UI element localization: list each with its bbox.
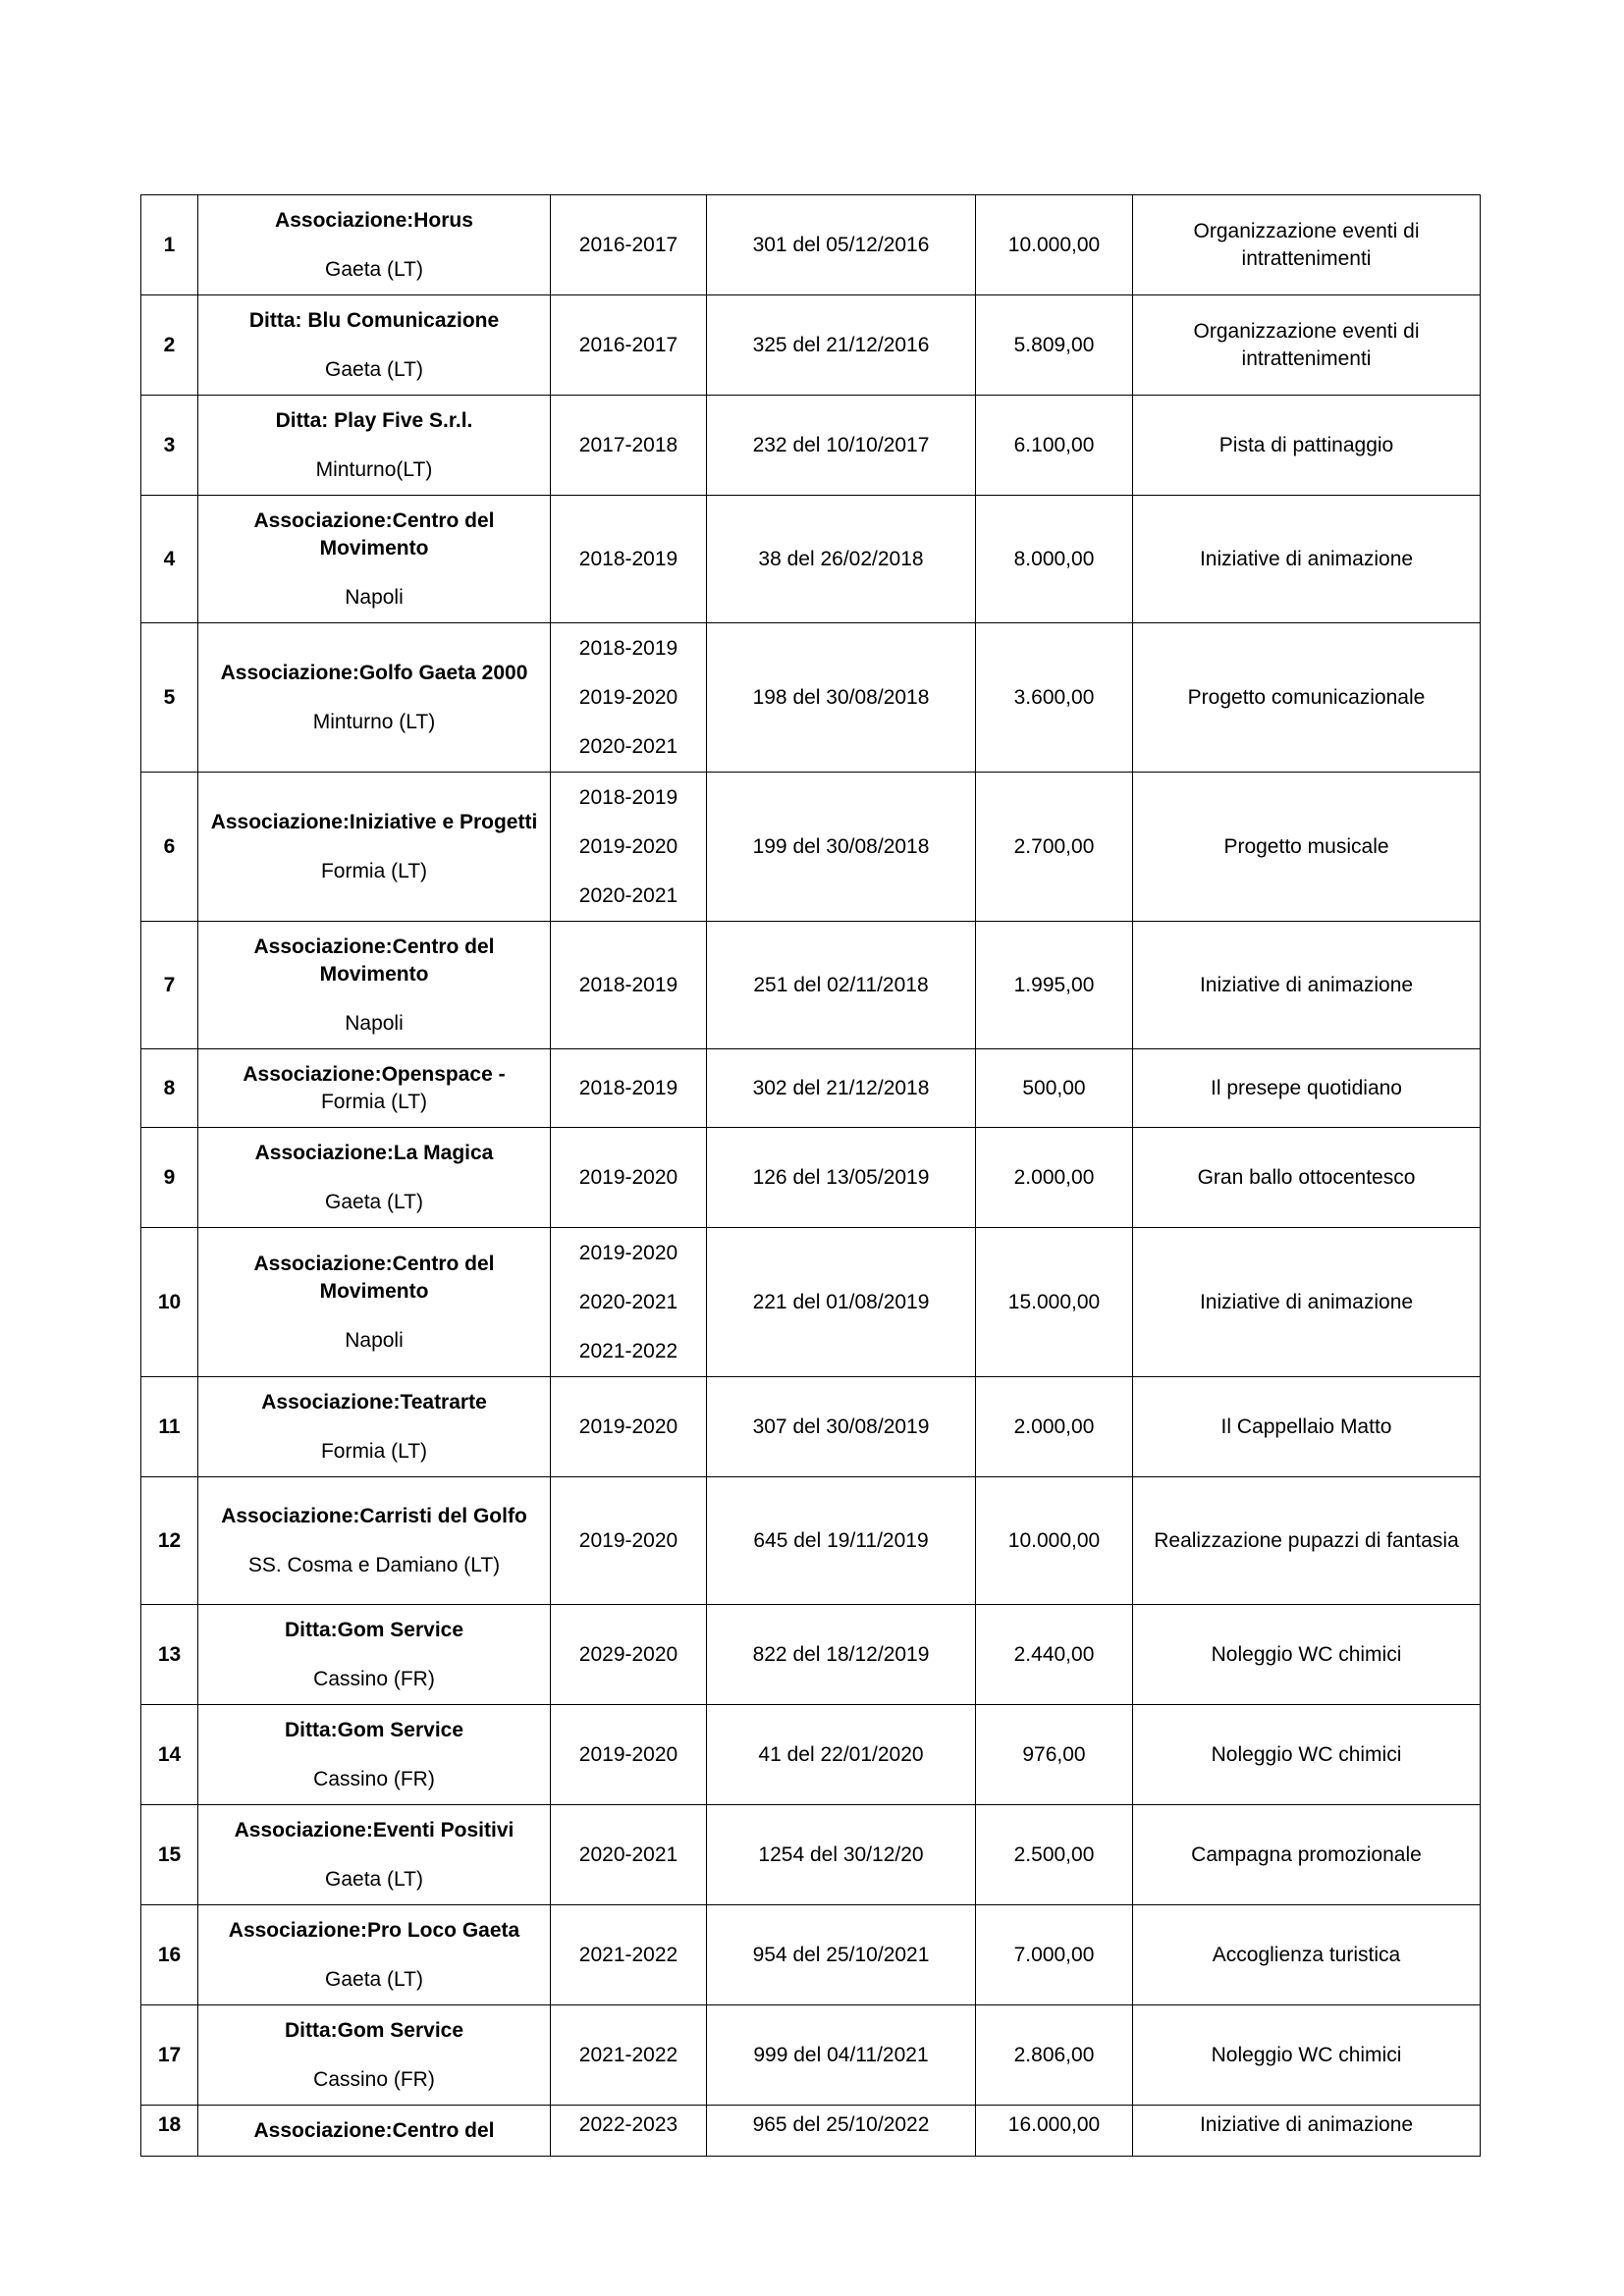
entity-location: Napoli xyxy=(345,1011,404,1035)
amount: 2.700,00 xyxy=(976,773,1133,922)
amount: 10.000,00 xyxy=(976,195,1133,295)
fiscal-year: 2021-2022 xyxy=(578,1339,678,1362)
entity-location: Gaeta (LT) xyxy=(325,257,423,281)
entity-cell xyxy=(198,195,551,295)
table-row xyxy=(141,1377,1481,1477)
description-cell xyxy=(1133,195,1481,295)
row-number: 7 xyxy=(141,922,198,1049)
fiscal-year: 2020-2021 xyxy=(578,1290,678,1313)
entity-cell xyxy=(198,1905,551,2005)
row-number: 5 xyxy=(141,623,198,773)
year-cell xyxy=(551,1228,707,1377)
amount: 16.000,00 xyxy=(976,2106,1133,2157)
fiscal-year: 2020-2021 xyxy=(578,1842,678,1866)
year-cell xyxy=(551,1805,707,1905)
entity-name: Associazione:Centro del xyxy=(253,2119,495,2142)
act-reference: 302 del 21/12/2018 xyxy=(707,1049,976,1128)
description-cell xyxy=(1133,2106,1481,2157)
entity-name: Associazione:Centro del Movimento xyxy=(253,934,495,986)
description-cell xyxy=(1133,1605,1481,1705)
fiscal-year: 2022-2023 xyxy=(578,2113,678,2136)
amount: 1.995,00 xyxy=(976,922,1133,1049)
fiscal-year: 2018-2019 xyxy=(578,1076,678,1099)
description-cell xyxy=(1133,2005,1481,2106)
table-row xyxy=(141,1705,1481,1805)
entity-cell xyxy=(198,773,551,922)
entity-location: Gaeta (LT) xyxy=(325,1190,423,1213)
fiscal-year: 2020-2021 xyxy=(578,734,678,758)
entity-cell xyxy=(198,922,551,1049)
amount: 500,00 xyxy=(976,1049,1133,1128)
entity-name: Associazione:Teatrarte xyxy=(261,1390,487,1414)
entity-location: Gaeta (LT) xyxy=(325,1867,423,1891)
row-number: 8 xyxy=(141,1049,198,1128)
year-cell xyxy=(551,1705,707,1805)
description-cell xyxy=(1133,396,1481,496)
row-number: 18 xyxy=(141,2106,198,2157)
amount: 5.809,00 xyxy=(976,295,1133,396)
year-cell xyxy=(551,195,707,295)
fiscal-year: 2020-2021 xyxy=(578,883,678,907)
description-cell xyxy=(1133,1905,1481,2005)
amount: 15.000,00 xyxy=(976,1228,1133,1377)
description-cell xyxy=(1133,1049,1481,1128)
fiscal-year: 2019-2020 xyxy=(578,1241,678,1264)
description: Iniziative di animazione xyxy=(1199,547,1414,570)
fiscal-year: 2021-2022 xyxy=(578,1943,678,1966)
year-cell xyxy=(551,396,707,496)
description: Il presepe quotidiano xyxy=(1211,1076,1402,1099)
act-reference: 232 del 10/10/2017 xyxy=(707,396,976,496)
entity-cell xyxy=(198,1805,551,1905)
entity-name: Associazione:Pro Loco Gaeta xyxy=(228,1918,520,1942)
table-row xyxy=(141,1128,1481,1228)
table-row xyxy=(141,623,1481,773)
entity-name: Associazione:Openspace - xyxy=(243,1062,506,1086)
description: Noleggio WC chimici xyxy=(1211,1742,1402,1766)
entity-location: Cassino (FR) xyxy=(313,2067,435,2091)
fiscal-year: 2017-2018 xyxy=(578,433,678,456)
table-row xyxy=(141,1477,1481,1605)
act-reference: 41 del 22/01/2020 xyxy=(707,1705,976,1805)
entity-cell xyxy=(198,1477,551,1605)
row-number: 3 xyxy=(141,396,198,496)
year-cell xyxy=(551,623,707,773)
entity-location: Gaeta (LT) xyxy=(325,1967,423,1991)
year-cell xyxy=(551,2005,707,2106)
table-row xyxy=(141,1228,1481,1377)
table-row xyxy=(141,2106,1481,2157)
table-row xyxy=(141,396,1481,496)
act-reference: 999 del 04/11/2021 xyxy=(707,2005,976,2106)
description: Gran ballo ottocentesco xyxy=(1197,1165,1416,1189)
table-row xyxy=(141,195,1481,295)
amount: 7.000,00 xyxy=(976,1905,1133,2005)
year-cell xyxy=(551,295,707,396)
year-cell xyxy=(551,496,707,623)
entity-name: Associazione:Carristi del Golfo xyxy=(221,1504,527,1527)
description-cell xyxy=(1133,1477,1481,1605)
fiscal-year: 2019-2020 xyxy=(578,1165,678,1189)
description: Accoglienza turistica xyxy=(1212,1943,1401,1966)
entity-name: Ditta:Gom Service xyxy=(284,1618,464,1641)
entity-location: Minturno (LT) xyxy=(312,710,436,733)
entity-cell xyxy=(198,1605,551,1705)
row-number: 14 xyxy=(141,1705,198,1805)
entity-cell xyxy=(198,496,551,623)
entity-location: Napoli xyxy=(345,1328,404,1352)
entity-location: Cassino (FR) xyxy=(313,1667,435,1690)
row-number: 13 xyxy=(141,1605,198,1705)
fiscal-year: 2029-2020 xyxy=(578,1642,678,1666)
entity-name: Ditta: Play Five S.r.l. xyxy=(275,408,473,432)
description: Iniziative di animazione xyxy=(1199,973,1414,996)
row-number: 2 xyxy=(141,295,198,396)
fiscal-year: 2019-2020 xyxy=(578,685,678,709)
fiscal-year: 2016-2017 xyxy=(578,333,678,356)
description-cell xyxy=(1133,496,1481,623)
description-cell xyxy=(1133,922,1481,1049)
year-cell xyxy=(551,1128,707,1228)
entity-location: SS. Cosma e Damiano (LT) xyxy=(247,1553,501,1576)
amount: 10.000,00 xyxy=(976,1477,1133,1605)
entity-location: Minturno(LT) xyxy=(315,457,433,481)
table-row xyxy=(141,773,1481,922)
amount: 2.000,00 xyxy=(976,1128,1133,1228)
entity-location: Napoli xyxy=(345,585,404,609)
row-number: 15 xyxy=(141,1805,198,1905)
fiscal-year: 2018-2019 xyxy=(578,636,678,660)
description-cell xyxy=(1133,1805,1481,1905)
entity-cell xyxy=(198,1377,551,1477)
amount: 6.100,00 xyxy=(976,396,1133,496)
entity-location: Formia (LT) xyxy=(320,1090,428,1113)
description: Noleggio WC chimici xyxy=(1211,2043,1402,2066)
table-row xyxy=(141,496,1481,623)
amount: 2.806,00 xyxy=(976,2005,1133,2106)
year-cell xyxy=(551,922,707,1049)
act-reference: 965 del 25/10/2022 xyxy=(707,2106,976,2157)
act-reference: 221 del 01/08/2019 xyxy=(707,1228,976,1377)
entity-cell xyxy=(198,396,551,496)
entity-name: Ditta: Blu Comunicazione xyxy=(248,308,500,332)
description: Organizzazione eventi di intrattenimenti xyxy=(1193,219,1420,270)
entity-name: Associazione:Centro del Movimento xyxy=(253,508,495,560)
fiscal-year: 2019-2020 xyxy=(578,1528,678,1552)
fiscal-year: 2016-2017 xyxy=(578,233,678,256)
table-row xyxy=(141,1805,1481,1905)
row-number: 4 xyxy=(141,496,198,623)
fiscal-year: 2019-2020 xyxy=(578,1415,678,1438)
entity-name: Ditta:Gom Service xyxy=(284,1718,464,1741)
entity-cell xyxy=(198,1228,551,1377)
entity-location: Formia (LT) xyxy=(320,859,428,882)
table-row xyxy=(141,2005,1481,2106)
row-number: 16 xyxy=(141,1905,198,2005)
table-row xyxy=(141,295,1481,396)
fiscal-year: 2018-2019 xyxy=(578,785,678,809)
table-row xyxy=(141,1905,1481,2005)
description-cell xyxy=(1133,623,1481,773)
row-number: 1 xyxy=(141,195,198,295)
row-number: 17 xyxy=(141,2005,198,2106)
year-cell xyxy=(551,1049,707,1128)
table-row xyxy=(141,1605,1481,1705)
act-reference: 325 del 21/12/2016 xyxy=(707,295,976,396)
year-cell xyxy=(551,1477,707,1605)
description: Il Cappellaio Matto xyxy=(1220,1415,1392,1438)
fiscal-year: 2018-2019 xyxy=(578,973,678,996)
entity-cell xyxy=(198,2106,551,2157)
year-cell xyxy=(551,1905,707,2005)
table-row xyxy=(141,1049,1481,1128)
act-reference: 1254 del 30/12/20 xyxy=(707,1805,976,1905)
entity-cell xyxy=(198,1705,551,1805)
fiscal-year: 2021-2022 xyxy=(578,2043,678,2066)
fiscal-year: 2019-2020 xyxy=(578,834,678,858)
description-cell xyxy=(1133,295,1481,396)
year-cell xyxy=(551,773,707,922)
entity-name: Associazione:Golfo Gaeta 2000 xyxy=(220,661,528,684)
amount: 8.000,00 xyxy=(976,496,1133,623)
entity-name: Associazione:La Magica xyxy=(254,1141,494,1164)
entity-cell xyxy=(198,1128,551,1228)
act-reference: 251 del 02/11/2018 xyxy=(707,922,976,1049)
contributions-table xyxy=(140,194,1481,2157)
row-number: 11 xyxy=(141,1377,198,1477)
description: Progetto comunicazionale xyxy=(1187,685,1426,709)
description: Progetto musicale xyxy=(1223,834,1389,858)
amount: 2.500,00 xyxy=(976,1805,1133,1905)
description: Organizzazione eventi di intrattenimenti xyxy=(1193,319,1420,370)
row-number: 6 xyxy=(141,773,198,922)
entity-name: Associazione:Horus xyxy=(275,208,473,232)
row-number: 9 xyxy=(141,1128,198,1228)
description: Pista di pattinaggio xyxy=(1218,433,1394,456)
entity-name: Associazione:Centro del Movimento xyxy=(253,1252,495,1303)
amount: 2.440,00 xyxy=(976,1605,1133,1705)
table-row xyxy=(141,922,1481,1049)
description: Iniziative di animazione xyxy=(1199,2113,1414,2136)
fiscal-year: 2019-2020 xyxy=(578,1742,678,1766)
description-cell xyxy=(1133,1377,1481,1477)
description: Realizzazione pupazzi di fantasia xyxy=(1154,1528,1459,1552)
entity-location: Cassino (FR) xyxy=(313,1767,435,1790)
description-cell xyxy=(1133,1128,1481,1228)
description-cell xyxy=(1133,1705,1481,1805)
entity-name: Associazione:Eventi Positivi xyxy=(234,1818,514,1842)
act-reference: 954 del 25/10/2021 xyxy=(707,1905,976,2005)
year-cell xyxy=(551,1377,707,1477)
amount: 976,00 xyxy=(976,1705,1133,1805)
act-reference: 301 del 05/12/2016 xyxy=(707,195,976,295)
row-number: 12 xyxy=(141,1477,198,1605)
entity-location: Gaeta (LT) xyxy=(325,357,423,381)
act-reference: 38 del 26/02/2018 xyxy=(707,496,976,623)
description-cell xyxy=(1133,773,1481,922)
description: Campagna promozionale xyxy=(1191,1842,1422,1866)
act-reference: 198 del 30/08/2018 xyxy=(707,623,976,773)
amount: 2.000,00 xyxy=(976,1377,1133,1477)
entity-name: Ditta:Gom Service xyxy=(284,2018,464,2042)
amount: 3.600,00 xyxy=(976,623,1133,773)
entity-cell xyxy=(198,1049,551,1128)
entity-location: Formia (LT) xyxy=(320,1439,428,1463)
year-cell xyxy=(551,1605,707,1705)
description-cell xyxy=(1133,1228,1481,1377)
description: Noleggio WC chimici xyxy=(1211,1642,1402,1666)
entity-cell xyxy=(198,295,551,396)
fiscal-year: 2018-2019 xyxy=(578,547,678,570)
year-cell xyxy=(551,2106,707,2157)
entity-cell xyxy=(198,623,551,773)
entity-cell xyxy=(198,2005,551,2106)
act-reference: 645 del 19/11/2019 xyxy=(707,1477,976,1605)
act-reference: 126 del 13/05/2019 xyxy=(707,1128,976,1228)
row-number: 10 xyxy=(141,1228,198,1377)
act-reference: 822 del 18/12/2019 xyxy=(707,1605,976,1705)
act-reference: 199 del 30/08/2018 xyxy=(707,773,976,922)
description: Iniziative di animazione xyxy=(1199,1290,1414,1313)
act-reference: 307 del 30/08/2019 xyxy=(707,1377,976,1477)
entity-name: Associazione:Iniziative e Progetti xyxy=(210,810,538,833)
